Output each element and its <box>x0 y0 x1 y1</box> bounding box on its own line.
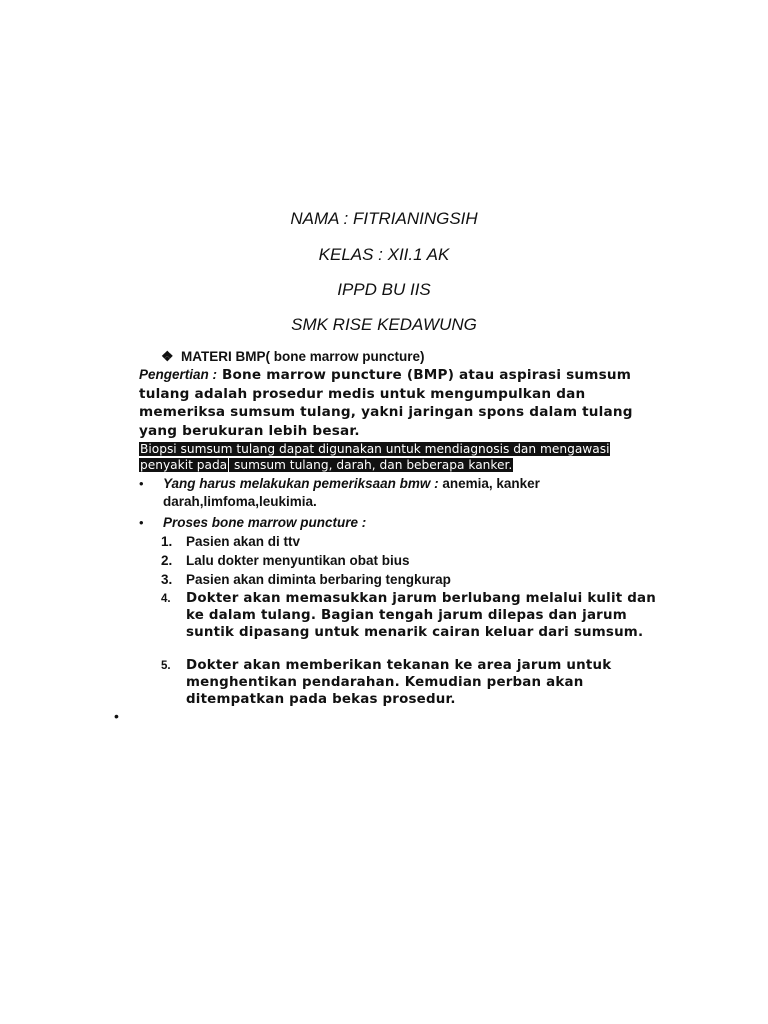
bullet-icon: • <box>139 515 144 530</box>
pengertian-label: Pengertian : <box>139 367 218 382</box>
bullet-text: anemia, kanker darah,limfoma,leukimia. <box>163 476 540 509</box>
pengertian-text: Bone marrow puncture (BMP) atau aspirasi sumsum tulang adalah prosedur medis untuk mengumpulkan dan memeriksa sumsum tulang, yakni jaringan spons dalam tulang yang berukuran lebih besar. <box>139 367 633 439</box>
materi-heading <box>161 348 425 365</box>
step-number: 2. <box>161 553 173 568</box>
step-number: 3. <box>161 572 173 587</box>
highlight-line-2b: sumsum tulang, darah, dan beberapa kanker. <box>230 458 513 472</box>
header-kelas: KELAS : XII.1 AK <box>318 245 450 264</box>
bullet-label: Yang harus melakukan pemeriksaan bmw : <box>163 476 439 491</box>
diamond-bullet-icon: ❖ <box>161 348 174 364</box>
header-school: SMK RISE KEDAWUNG <box>291 315 477 334</box>
highlight-line-2a: penyakit pada <box>140 458 228 472</box>
header-nama: NAMA : FITRIANINGSIH <box>290 209 478 228</box>
step-text: Lalu dokter menyuntikan obat bius <box>186 553 410 568</box>
step-number: 1. <box>161 534 173 549</box>
step-text: Dokter akan memberikan tekanan ke area jarum untuk menghentikan pendarahan. Kemudian perban akan ditempatkan pada bekas prosedur. <box>186 658 612 707</box>
step-number: 5. <box>161 660 171 672</box>
materi-title: MATERI BMP( bone marrow puncture) <box>181 349 425 364</box>
header-subject: IPPD BU IIS <box>337 280 431 299</box>
bullet-icon: • <box>139 476 144 491</box>
step-text: Pasien akan diminta berbaring tengkurap <box>186 572 451 587</box>
bullet-label: Proses bone marrow puncture : <box>163 515 367 530</box>
step-text: Pasien akan di ttv <box>186 534 301 549</box>
highlight-line-1: Biopsi sumsum tulang dapat digunakan untuk mendiagnosis dan mengawasi <box>140 442 610 456</box>
step-text: Dokter akan memasukkan jarum berlubang melalui kulit dan ke dalam tulang. Bagian tengah jarum dilepas dan jarum suntik dipasang untuk menarik cairan keluar dari sumsum. <box>186 591 656 640</box>
pengertian-paragraph <box>139 366 649 440</box>
empty-bullet-icon: • <box>114 708 119 724</box>
step-number: 4. <box>161 593 171 605</box>
highlighted-paragraph <box>139 441 629 473</box>
